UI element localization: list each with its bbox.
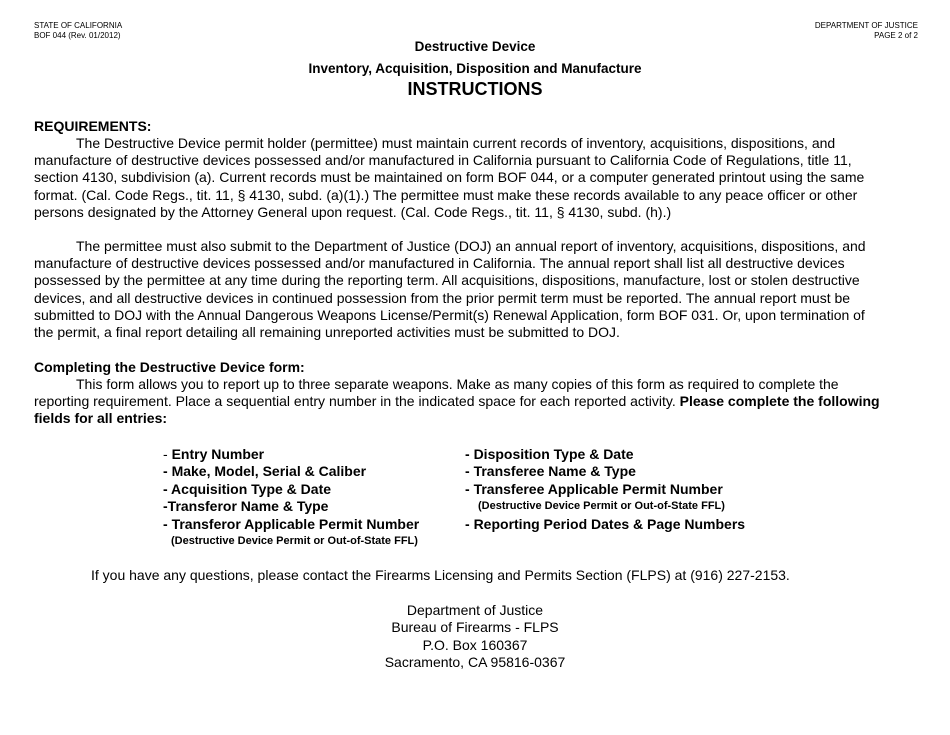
text-line: possessed by the permittee at any time during the reporting term. All acquisitions, dispositions, manufacture, lost or stolen destructive: [34, 272, 860, 289]
contact-text: If you have any questions, please contact the Firearms Licensing and Permits Section (FLPS) at (916) 227-2153.: [91, 567, 790, 583]
field-reporting-period: - Reporting Period Dates & Page Numbers: [465, 516, 746, 532]
address-line-1: Department of Justice: [406, 602, 544, 618]
requirements-heading: REQUIREMENTS:: [34, 118, 152, 134]
form-title: Destructive Device: [414, 39, 536, 54]
text-line: The permittee must also submit to the Department of Justice (DOJ) an annual report of inventory, acquisitions, dispositions, and: [76, 238, 866, 254]
page-number: PAGE 2 of 2: [874, 31, 918, 40]
instructions-heading: INSTRUCTIONS: [407, 79, 543, 99]
field-transferee-name: - Transferee Name & Type: [465, 463, 636, 479]
text-line: submitted to DOJ with the Annual Dangerous Weapons License/Permit(s) Renewal Application, form BOF 031. Or, upon termination of: [34, 306, 865, 323]
field-disposition: - Disposition Type & Date: [465, 446, 634, 462]
requirements-paragraph-2: [34, 238, 924, 341]
address-line-2: Bureau of Firearms - FLPS: [391, 619, 559, 635]
text-line: manufacture of destructive devices possessed and/or manufactured in California. The annual report shall list all destructive devices: [34, 255, 845, 272]
field-transferor-name: -Transferor Name & Type: [163, 498, 329, 514]
agency-name: STATE OF CALIFORNIA: [34, 21, 123, 30]
text-line: section 4130, subdivision (a). Current records must be maintained on form BOF 044, or a computer generated printout using the same: [34, 169, 865, 186]
requirements-paragraph-1: [34, 135, 924, 221]
field-make-model-serial: - Make, Model, Serial & Caliber: [163, 463, 367, 479]
text-line: devices, and all destructive devices in continued possession from the prior permit term must be reported. The annual report must be: [34, 289, 851, 306]
text-line: manufacture of destructive devices possessed and/or manufactured in California pursuant to California Code of Regulations, title 11,: [34, 152, 852, 169]
field-acquisition: - Acquisition Type & Date: [163, 481, 332, 497]
form-number: BOF 044 (Rev. 01/2012): [34, 31, 121, 40]
completing-heading: Completing the Destructive Device form:: [34, 359, 305, 375]
address-line-3: P.O. Box 160367: [422, 637, 528, 653]
text-segment: reporting requirement. Place a sequential entry number in the indicated space for each reported activity.: [34, 393, 680, 410]
text-line: the permit, a final report detailing all remaining unreported activities must be submitted to DOJ.: [34, 324, 620, 341]
department-name: DEPARTMENT OF JUSTICE: [814, 21, 918, 30]
text-line: The Destructive Device permit holder (permittee) must maintain current records of inventory, acquisitions, dispositions, and: [76, 135, 836, 151]
field-transferor-permit-note: (Destructive Device Permit or Out-of-State FFL): [171, 535, 418, 547]
form-subtitle: Inventory, Acquisition, Disposition and Manufacture: [308, 61, 642, 76]
field-transferee-permit: - Transferee Applicable Permit Number: [465, 481, 723, 497]
text-line: format. (Cal. Code Regs., tit. 11, § 4130, subd. (a)(1).) The permittee must make these records available to any peace officer or other: [34, 186, 858, 203]
field-transferor-permit: - Transferor Applicable Permit Number: [163, 516, 420, 532]
completing-paragraph: [34, 376, 924, 428]
address-line-4: Sacramento, CA 95816-0367: [384, 654, 566, 670]
text-line: persons designated by the Attorney General upon request. (Cal. Code Regs., tit. 11, § 4130, subd. (h).): [34, 203, 672, 220]
emphasis-text: fields for all entries:: [34, 410, 168, 427]
field-transferee-permit-note: (Destructive Device Permit or Out-of-State FFL): [478, 500, 725, 512]
field-entry-number: - Entry Number: [163, 446, 265, 462]
emphasis-text: Please complete the following: [679, 393, 880, 410]
text-line: [34, 393, 924, 410]
text-line: This form allows you to report up to three separate weapons. Make as many copies of this form as required to complete the: [76, 376, 839, 392]
